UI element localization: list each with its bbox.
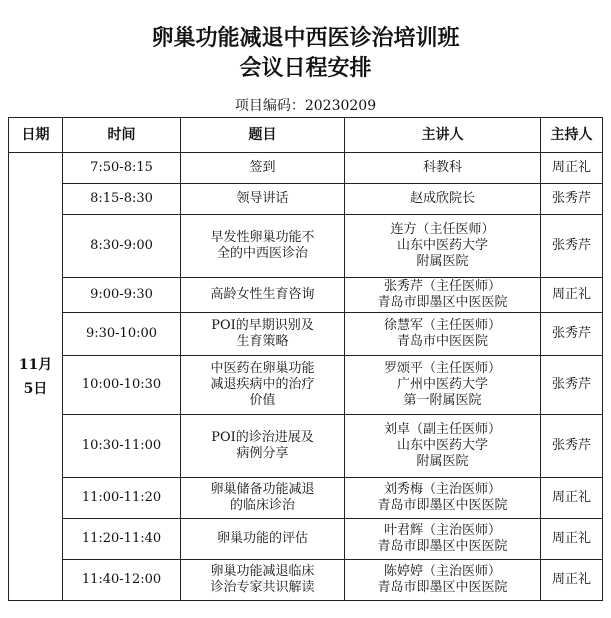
table-row — [9, 313, 603, 356]
speaker-cell: 陈婷婷（主治医师） 青岛市即墨区中医医院 — [345, 560, 541, 601]
time-cell: 8:30-9:00 — [63, 215, 181, 278]
header-speaker: 主讲人 — [345, 118, 541, 153]
time-cell: 8:15-8:30 — [63, 184, 181, 215]
time-cell: 7:50-8:15 — [63, 153, 181, 184]
date-cell: 11月 5日 — [9, 153, 63, 601]
table-row — [9, 278, 603, 313]
speaker-cell: 刘秀梅（主治医师） 青岛市即墨区中医医院 — [345, 478, 541, 519]
host-cell: 周正礼 — [541, 519, 603, 560]
table-row — [9, 184, 603, 215]
table-row — [9, 215, 603, 278]
host-cell: 张秀芹 — [541, 184, 603, 215]
host-cell: 张秀芹 — [541, 356, 603, 415]
table-row — [9, 519, 603, 560]
project-code: 项目编码：20230209 — [234, 98, 377, 114]
time-cell: 10:00-10:30 — [63, 356, 181, 415]
host-cell: 周正礼 — [541, 278, 603, 313]
speaker-cell: 赵成欣院长 — [345, 184, 541, 215]
table-row — [9, 153, 603, 184]
topic-cell: 签到 — [181, 153, 345, 184]
host-cell: 周正礼 — [541, 478, 603, 519]
table-row — [9, 415, 603, 478]
header-topic: 题目 — [181, 118, 345, 153]
speaker-cell: 徐慧军（主任医师） 青岛市中医医院 — [345, 313, 541, 356]
topic-cell: 卵巢功能减退临床 诊治专家共识解读 — [181, 560, 345, 601]
schedule-table — [8, 117, 603, 601]
time-cell: 11:40-12:00 — [63, 560, 181, 601]
topic-cell: 领导讲话 — [181, 184, 345, 215]
table-row — [9, 356, 603, 415]
speaker-cell: 连方（主任医师） 山东中医药大学 附属医院 — [345, 215, 541, 278]
topic-cell: 卵巢储备功能减退 的临床诊治 — [181, 478, 345, 519]
table-row — [9, 478, 603, 519]
host-cell: 张秀芹 — [541, 313, 603, 356]
topic-cell: POI的早期识别及 生育策略 — [181, 313, 345, 356]
host-cell: 张秀芹 — [541, 415, 603, 478]
speaker-cell: 叶君辉（主治医师） 青岛市即墨区中医医院 — [345, 519, 541, 560]
header-row — [9, 118, 603, 153]
header-date: 日期 — [9, 118, 63, 153]
header-host: 主持人 — [541, 118, 603, 153]
time-cell: 10:30-11:00 — [63, 415, 181, 478]
speaker-cell: 张秀芹（主任医师） 青岛市即墨区中医医院 — [345, 278, 541, 313]
topic-cell: 早发性卵巢功能不 全的中西医诊治 — [181, 215, 345, 278]
topic-cell: 高龄女性生育咨询 — [181, 278, 345, 313]
speaker-cell: 科教科 — [345, 153, 541, 184]
topic-cell: POI的诊治进展及 病例分享 — [181, 415, 345, 478]
host-cell: 周正礼 — [541, 153, 603, 184]
time-cell: 9:00-9:30 — [63, 278, 181, 313]
speaker-cell: 刘卓（副主任医师） 山东中医药大学 附属医院 — [345, 415, 541, 478]
title-line-1: 卵巢功能减退中西医诊治培训班 — [151, 25, 460, 51]
time-cell: 11:00-11:20 — [63, 478, 181, 519]
host-cell: 张秀芹 — [541, 215, 603, 278]
table-row — [9, 560, 603, 601]
time-cell: 11:20-11:40 — [63, 519, 181, 560]
topic-cell: 中医药在卵巢功能 减退疾病中的治疗 价值 — [181, 356, 345, 415]
header-time: 时间 — [63, 118, 181, 153]
topic-cell: 卵巢功能的评估 — [181, 519, 345, 560]
time-cell: 9:30-10:00 — [63, 313, 181, 356]
title-line-2: 会议日程安排 — [239, 55, 372, 81]
speaker-cell: 罗颂平（主任医师） 广州中医药大学 第一附属医院 — [345, 356, 541, 415]
host-cell: 周正礼 — [541, 560, 603, 601]
